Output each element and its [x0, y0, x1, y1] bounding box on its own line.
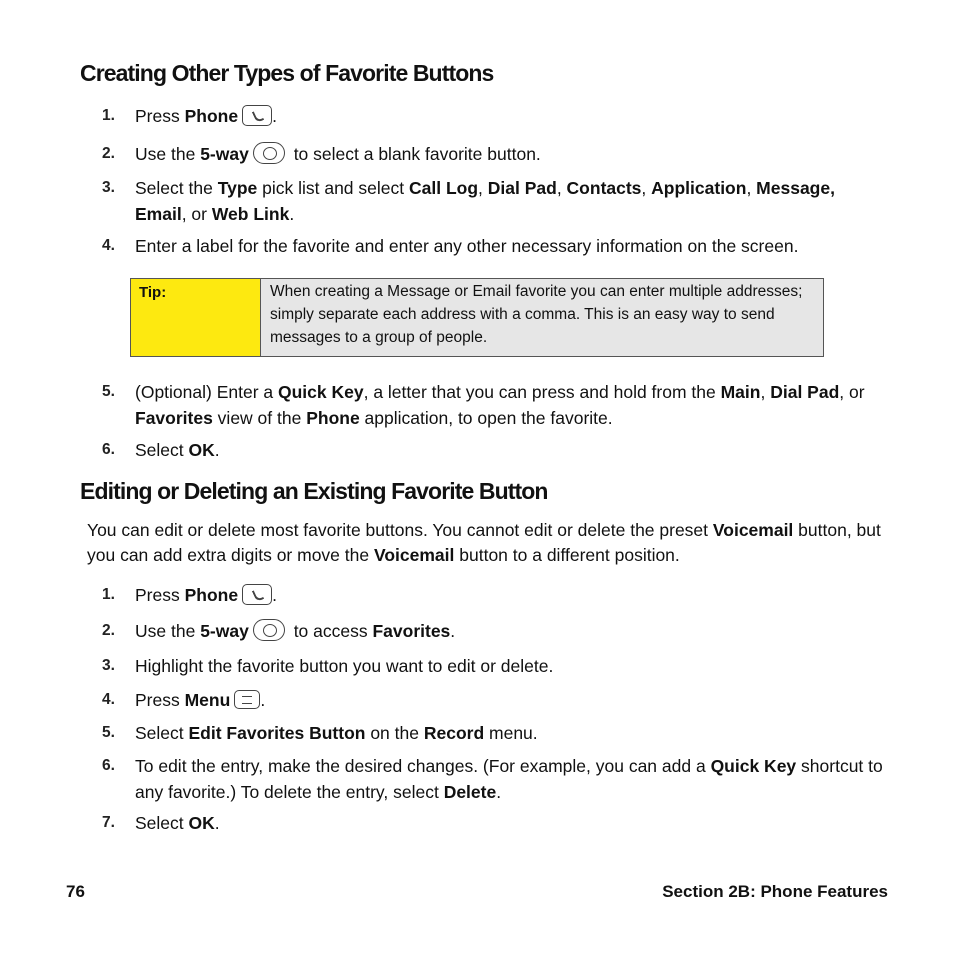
step-number: 5. [102, 383, 115, 400]
section-heading-editing: Editing or Deleting an Existing Favorite Button [80, 478, 548, 504]
step-number: 2. [102, 145, 115, 162]
step-text: Select OK. [135, 440, 220, 460]
phone-key-icon [242, 584, 272, 605]
step-number: 3. [102, 657, 115, 674]
step-text: Select OK. [135, 813, 220, 833]
tip-text: When creating a Message or Email favorite you can enter multiple addresses; simply separate each address with a comma. This is an easy way to send messages to a group of people. [261, 279, 823, 356]
intro-paragraph: You can edit or delete most favorite buttons. You cannot edit or delete the preset Voicemail button, but you can add extra digits or move the Voicemail button to a different position. [87, 520, 881, 565]
step-text: Press Phone . [135, 106, 277, 126]
5-way-navigator-icon [253, 619, 285, 641]
phone-key-icon [242, 105, 272, 126]
step-text: Press Phone . [135, 585, 277, 605]
tip-label: Tip: [131, 279, 261, 356]
section-footer: Section 2B: Phone Features [662, 882, 888, 901]
step-text: Press Menu . [135, 690, 266, 710]
5-way-navigator-icon [253, 142, 285, 164]
tip-box [130, 278, 824, 357]
step-number: 1. [102, 107, 115, 124]
step-number: 1. [102, 586, 115, 603]
section-heading-creating: Creating Other Types of Favorite Buttons [80, 60, 494, 86]
step-number: 6. [102, 757, 115, 774]
step-text: Highlight the favorite button you want to edit or delete. [135, 656, 554, 676]
step-number: 5. [102, 724, 115, 741]
page-number: 76 [66, 882, 85, 901]
menu-key-icon [234, 690, 260, 709]
step-text: To edit the entry, make the desired changes. (For example, you can add a Quick Key shortcut to any favorite.) To delete the entry, select Delete. [135, 756, 883, 802]
step-number: 2. [102, 622, 115, 639]
step-number: 7. [102, 814, 115, 831]
step-number: 6. [102, 441, 115, 458]
step-text: Use the 5-way to select a blank favorite button. [135, 144, 541, 164]
step-text: Select the Type pick list and select Call Log, Dial Pad, Contacts, Application, Message, Email, or Web Link. [135, 178, 835, 224]
step-text: Select Edit Favorites Button on the Record menu. [135, 723, 538, 743]
step-text: Use the 5-way to access Favorites. [135, 621, 456, 641]
step-number: 4. [102, 691, 115, 708]
step-number: 3. [102, 179, 115, 196]
step-text: Enter a label for the favorite and enter any other necessary information on the screen. [135, 236, 799, 256]
step-text: (Optional) Enter a Quick Key, a letter that you can press and hold from the Main, Dial Pad, or Favorites view of the Phone application, to open the favorite. [135, 382, 865, 428]
step-number: 4. [102, 237, 115, 254]
